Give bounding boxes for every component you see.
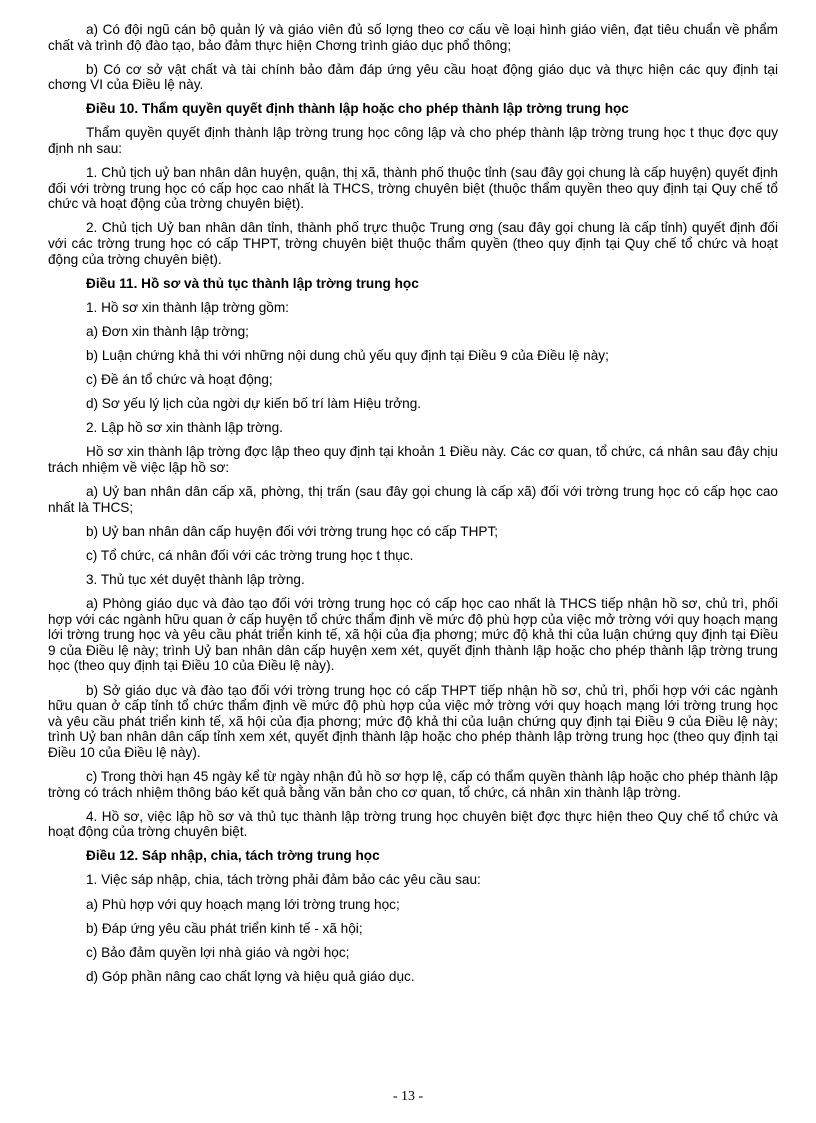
document-body <box>48 22 778 993</box>
paragraph: d) Sơ yếu lý lịch của ngời dự kiến bố trí làm Hiệu trởng. <box>86 396 422 412</box>
paragraph: Thẩm quyền quyết định thành lập trờng trung học công lập và cho phép thành lập trờng trung học t thục đợc quy định nh sau: <box>48 125 778 157</box>
paragraph: d) Góp phần nâng cao chất lợng và hiệu quả giáo dục. <box>86 968 415 984</box>
paragraph: c) Bảo đảm quyền lợi nhà giáo và ngời học; <box>86 944 350 960</box>
paragraph: 1. Việc sáp nhập, chia, tách trờng phải đảm bảo các yêu cầu sau: <box>86 872 481 888</box>
paragraph: 2. Lập hồ sơ xin thành lập trờng. <box>86 420 283 436</box>
paragraph: a) Có đội ngũ cán bộ quản lý và giáo viên đủ số lợng theo cơ cấu về loại hình giáo viên, đạt tiêu chuẩn về phẩm chất và trình độ đào tạo, bảo đảm thực hiện Chơng trình giáo dục phổ thông; <box>48 22 778 53</box>
paragraph: 3. Thủ tục xét duyệt thành lập trờng. <box>86 571 305 587</box>
paragraph: c) Đề án tổ chức và hoạt động; <box>86 372 273 388</box>
article-heading: Điều 10. Thẩm quyền quyết định thành lập hoặc cho phép thành lập trờng trung học <box>86 101 629 117</box>
paragraph: b) Sở giáo dục và đào tạo đối với trờng trung học có cấp THPT tiếp nhận hồ sơ, chủ trì, phối hợp với các ngành hữu quan ở cấp tỉnh tổ chức thẩm định về mức độ phù hợp của việc mở trờng với quy hoạch mạng lới trờng trung học và yêu cầu phát triển kinh tế, xã hội của địa phơng; mức độ khả thi của luận chứng quy định tại Điều 9 của Điều lệ này; trình Uỷ ban nhân dân cấp tỉnh xem xét, quyết định thành lập hoặc cho phép thành lập trờng trung học (theo quy định tại Điều 10 của Điều lệ này). <box>48 682 778 760</box>
paragraph: 1. Chủ tịch uỷ ban nhân dân huyện, quận, thị xã, thành phố thuộc tỉnh (sau đây gọi chung là cấp huyện) quyết định đối với trờng trung học có cấp học cao nhất là THCS, trờng chuyên biệt (thuộc thẩm quyền theo quy định tại Quy chế tổ chức và hoạt động của trờng chuyên biệt). <box>48 165 778 212</box>
paragraph: a) Đơn xin thành lập trờng; <box>86 323 249 339</box>
paragraph: b) Luận chứng khả thi với những nội dung chủ yếu quy định tại Điều 9 của Điều lệ này; <box>86 348 609 363</box>
paragraph: Hồ sơ xin thành lập trờng đợc lập theo quy định tại khoản 1 Điều này. Các cơ quan, tổ chức, cá nhân sau đây chịu trách nhiệm về việc lập hồ sơ: <box>48 444 778 475</box>
article-heading: Điều 11. Hồ sơ và thủ tục thành lập trờng trung học <box>86 275 419 291</box>
paragraph: a) Phòng giáo dục và đào tạo đối với trờng trung học có cấp học cao nhất là THCS tiếp nhận hồ sơ, chủ trì, phối hợp với các ngành hữu quan ở cấp huyện tổ chức thẩm định về mức độ phù hợp của việc mở trờng với quy hoạch mạng lới trờng trung học và yêu cầu phát triển kinh tế, xã hội của địa phơng; mức độ khả thi của luận chứng quy định tại Điều 9 của Điều lệ này; trình Uỷ ban nhân dân cấp huyện xem xét, quyết định thành lập hoặc cho phép thành lập trờng trung học (theo quy định tại Điều 10 của Điều lệ này). <box>48 596 778 674</box>
article-heading: Điều 12. Sáp nhập, chia, tách trờng trung học <box>86 848 380 864</box>
paragraph: 1. Hồ sơ xin thành lập trờng gồm: <box>86 299 289 315</box>
paragraph: a) Phù hợp với quy hoạch mạng lới trờng trung học; <box>86 896 400 912</box>
paragraph: a) Uỷ ban nhân dân cấp xã, phờng, thị trấn (sau đây gọi chung là cấp xã) đối với trờng trung học có cấp học cao nhất là THCS; <box>48 484 778 515</box>
paragraph: 4. Hồ sơ, việc lập hồ sơ và thủ tục thành lập trờng trung học chuyên biệt đợc thực hiện theo Quy chế tổ chức và hoạt động của trờng chuyên biệt. <box>48 808 778 840</box>
paragraph: 2. Chủ tịch Uỷ ban nhân dân tỉnh, thành phố trực thuộc Trung ơng (sau đây gọi chung là cấp tỉnh) quyết định đối với các trờng trung học có cấp THPT, trờng chuyên biệt thuộc thẩm quyền (theo quy định tại Quy chế tổ chức và hoạt động của trờng chuyên biệt). <box>48 220 778 267</box>
paragraph: c) Trong thời hạn 45 ngày kể từ ngày nhận đủ hồ sơ hợp lệ, cấp có thẩm quyền thành lập hoặc cho phép thành lập trờng có trách nhiệm thông báo kết quả bằng văn bản cho cơ quan, tổ chức, cá nhân xin thành lập trờng. <box>48 768 778 800</box>
paragraph: b) Đáp ứng yêu cầu phát triển kinh tế - xã hội; <box>86 920 363 936</box>
paragraph: b) Uỷ ban nhân dân cấp huyện đối với trờng trung học có cấp THPT; <box>86 523 499 539</box>
paragraph: b) Có cơ sở vật chất và tài chính bảo đảm đáp ứng yêu cầu hoạt động giáo dục và thực hiện các quy định tại chơng VI của Điều lệ này. <box>48 61 778 93</box>
page-number: - 13 - <box>392 1089 424 1104</box>
paragraph: c) Tổ chức, cá nhân đối với các trờng trung học t thục. <box>86 547 414 563</box>
